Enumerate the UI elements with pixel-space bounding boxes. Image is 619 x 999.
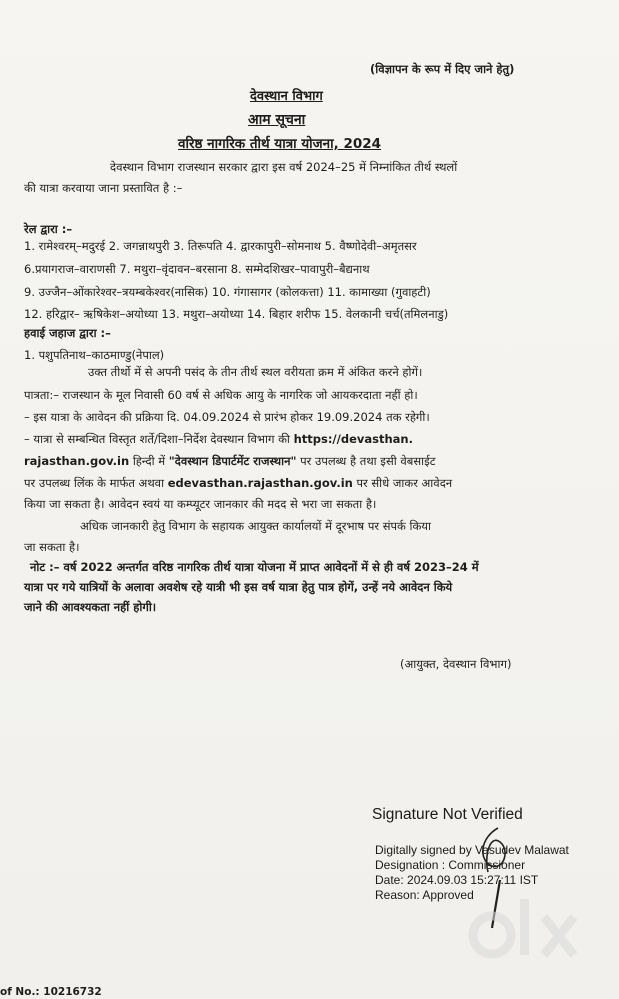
reference-number: of No.: 10216732 [0,986,102,998]
website-link-2: edevasthan.rajasthan.gov.in [167,476,353,490]
terms-text-3: पर उपलब्ध लिंक के मार्फत अथवा [24,476,165,490]
note-line-2: यात्रा पर गये यात्रियों के अलावा अवशेष रहे यात्री भी इस वर्ष यात्रा हेतु पात्र होगें, उन्हें नये आवेदन किये [24,580,453,594]
preference-line: उक्त तीर्थो में से अपनी पसंद के तीन तीर्थ स्थल वरीयता क्रम में अंकित करने होगें। [88,365,423,379]
contact-line-2: जा सकता है। [24,540,80,554]
signature-signed-by: Digitally signed by Vasudev Malawat [375,843,569,857]
olx-watermark-icon [466,893,606,969]
terms-text-3b: पर सीधे जाकर आवेदन [356,476,453,490]
scheme-title: वरिष्ठ नागरिक तीर्थ यात्रा योजना, 2024 [178,136,382,152]
rail-line-2: 6.प्रयागराज–वाराणसी 7. मथुरा–वृंदावन–बरसाना 8. सम्मेदशिखर–पावापुरी–बैद्यनाथ [24,262,370,276]
rail-line-1: 1. रामेश्वरम्–मदुरई 2. जगन्नाथपुरी 3. तिरूपति 4. द्वारकापुरी–सोमनाथ 5. वैष्णोदेवी–अमृतसर [24,239,417,253]
signature-reason: Reason: Approved [375,888,474,902]
terms-line-3 [24,476,452,491]
terms-line-2 [24,454,436,469]
website-link-1: https://devasthan. [293,432,413,446]
rail-line-3: 9. उज्जैन–ओंकारेश्वर–त्रयम्बकेश्वर(नासिक) 10. गंगासागर (कोलकत्ता) 11. कामाख्या (गुवाहटी) [24,285,431,299]
contact-line-1: अधिक जानकारी हेतु विभाग के सहायक आयुक्त कार्यालयों में दूरभाष पर संपर्क किया [80,519,431,533]
commissioner-signoff: (आयुक्त, देवस्थान विभाग) [400,657,512,671]
intro-line-1: देवस्थान विभाग राजस्थान सरकार द्वारा इस वर्ष 2024–25 में निम्नांकित तीर्थ स्थलों [110,160,458,174]
application-period-line: – इस यात्रा के आवेदन की प्रक्रिया दि. 04.09.2024 से प्रारंभ होकर 19.09.2024 तक रहेगी। [24,410,430,424]
signature-date: Date: 2024.09.03 15:27:11 IST [375,873,539,887]
terms-line-4: किया जा सकता है। आवेदन स्वयं या कम्प्यूटर जानकार की मदद से भरा जा सकता है। [24,497,377,511]
terms-text-1: – यात्रा से सम्बन्धित विस्तृत शर्ते/दिशा–निर्देश देवस्थान विभाग की [24,432,290,446]
signature-designation: Designation : Commissioner [375,858,526,872]
signature-status: Signature Not Verified [372,806,523,823]
note-line-3: जाने की आवश्यकता नहीं होगी। [24,600,157,614]
air-heading: हवाई जहाज द्वारा :– [24,326,111,340]
eligibility-line: पात्रता:– राजस्थान के मूल निवासी 60 वर्ष से अधिक आयु के नागरिक जो आयकरदाता नहीं हो। [24,388,418,402]
department-heading: देवस्थान विभाग [250,89,323,104]
terms-line-1 [24,432,413,447]
note-line-1: नोट :– वर्ष 2022 अन्तर्गत वरिष्ठ नागरिक तीर्थ यात्रा योजना में प्राप्त आवेदनों में से ही वर्ष 2023–24 में [30,560,479,574]
terms-text-2b: पर उपलब्ध है तथा इसी वेबसाईट [300,454,436,468]
air-line-1: 1. पशुपतिनाथ–काठमाण्डु(नेपाल) [24,348,165,362]
intro-line-2: की यात्रा करवाया जाना प्रस्तावित है :– [24,181,183,195]
dept-rajasthan-label: "देवस्थान डिपार्टमेंट राजस्थान" [168,454,297,468]
rail-heading: रेल द्वारा :– [24,222,73,236]
notice-title: आम सूचना [248,112,306,128]
terms-text-2: हिन्दी में [132,454,166,468]
advertisement-note: (विज्ञापन के रूप में दिए जाने हेतु) [370,62,515,76]
website-link-1-cont: rajasthan.gov.in [24,454,130,468]
rail-line-4: 12. हरिद्वार– ऋषिकेश–अयोध्या 13. मथुरा–अयोध्या 14. बिहार शरीफ 15. वेलकानी चर्च(तमिलनाडु) [24,307,449,321]
